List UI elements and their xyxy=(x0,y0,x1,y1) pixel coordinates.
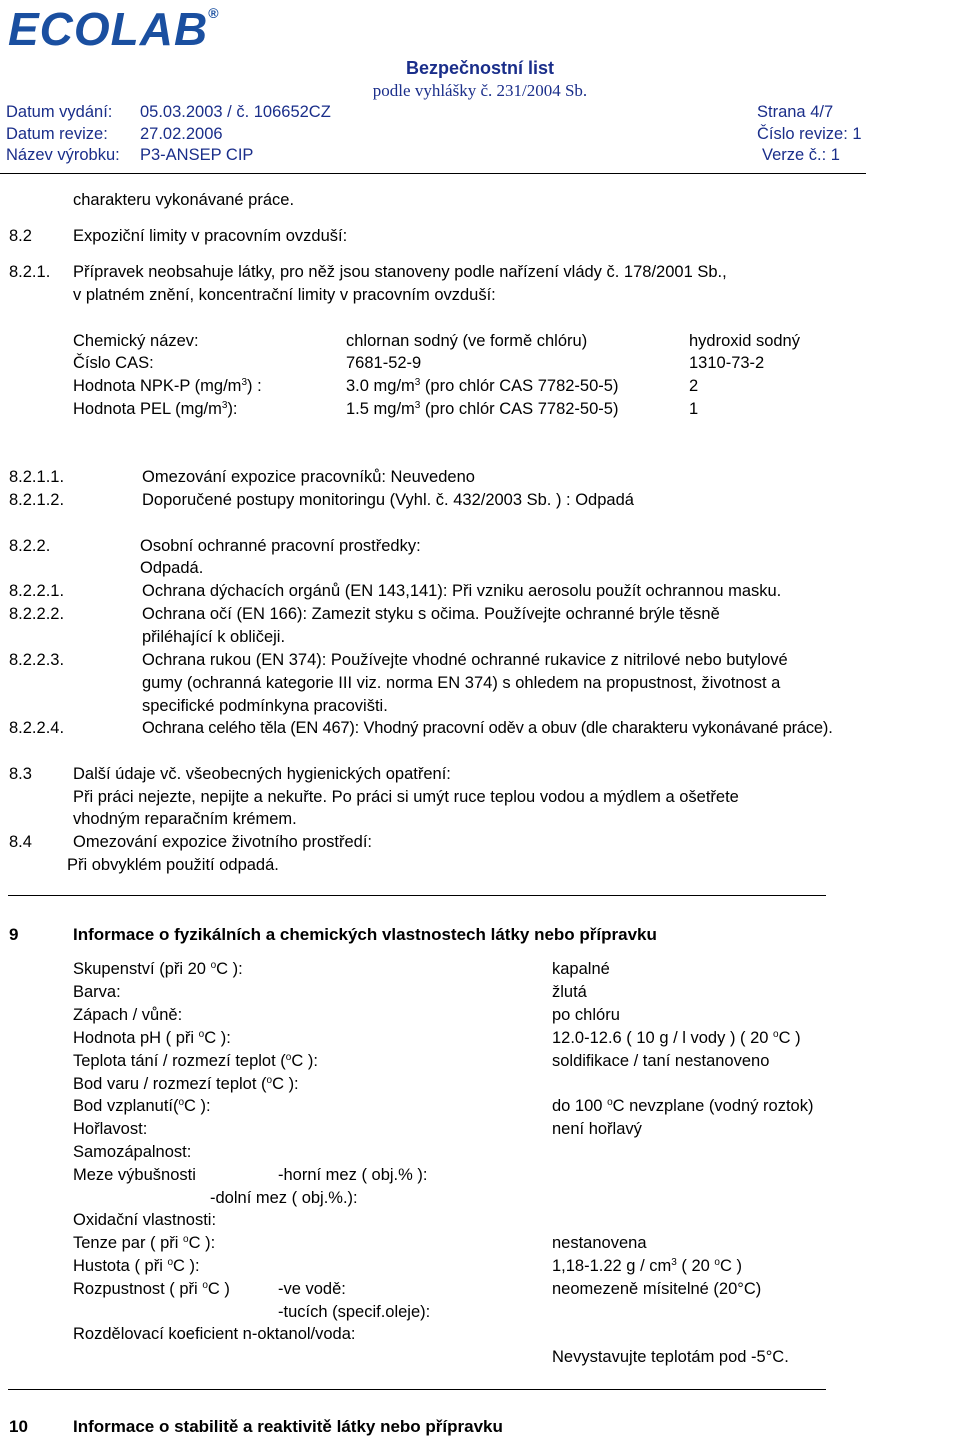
property-label: Bod vzplanutí($^o$C ): xyxy=(73,1097,211,1115)
revision-date-label: Datum revize: xyxy=(6,125,108,143)
table-cell: 3.0 $mg/m^3$ (pro chlór CAS 7782-50-5) xyxy=(346,377,619,395)
property-label: Skupenství (při 20 $^o$C ): xyxy=(73,960,243,978)
property-value: žlutá xyxy=(552,983,587,1001)
section-number: 8.2.2.2. xyxy=(9,605,65,623)
section-number: 8.2.2.4. xyxy=(9,719,65,737)
property-value: soldifikace / taní nestanoveno xyxy=(552,1052,770,1070)
version-number: Verze č.: 1 xyxy=(762,146,840,164)
table-cell: Hodnota PEL $(mg/m^3)$: xyxy=(73,400,238,418)
property-value: Nevystavujte teplotám pod -5°C. xyxy=(552,1348,789,1366)
property-label: Barva: xyxy=(73,983,121,1001)
text-line: přiléhající k obličeji. xyxy=(142,628,286,646)
property-label: Oxidační vlastnosti: xyxy=(73,1211,217,1229)
text-line: Přípravek neobsahuje látky, pro něž jsou stanoveny podle nařízení vlády č. 178/2001 Sb., xyxy=(73,263,727,281)
issue-date-label: Datum vydání: xyxy=(6,103,113,121)
section-number: 10 xyxy=(9,1417,28,1436)
section-heading: Omezování expozice životního prostředí: xyxy=(73,833,372,851)
text-line: Doporučené postupy monitoringu (Vyhl. č. 432/2003 Sb. ) : Odpadá xyxy=(142,491,634,509)
property-label: -ve vodě: xyxy=(278,1280,346,1298)
section-number: 8.2.1.1. xyxy=(9,468,65,486)
property-label: -horní mez ( obj.% ): xyxy=(278,1166,428,1184)
table-cell: 2 xyxy=(689,377,699,395)
table-cell: Chemický název: xyxy=(73,332,199,350)
property-label: Hořlavost: xyxy=(73,1120,148,1138)
property-value: 1,18-1.22 g / $cm^3$ ( 20 $^o$C ) xyxy=(552,1257,742,1275)
property-value: do 100 $^o$C nevzplane (vodný roztok) xyxy=(552,1097,814,1115)
text-line: Ochrana rukou (EN 374): Používejte vhodné ochranné rukavice z nitrilové nebo butylové xyxy=(142,651,788,669)
property-label: Zápach / vůně: xyxy=(73,1006,183,1024)
property-value: neomezeně mísitelné (20°C) xyxy=(552,1280,762,1298)
section-number: 8.3 xyxy=(9,765,32,783)
table-cell: 1.5 $mg/m^3$ (pro chlór CAS 7782-50-5) xyxy=(346,400,619,418)
text-line: Při obvyklém použití odpadá. xyxy=(67,856,279,874)
section-number: 8.2.2.3. xyxy=(9,651,65,669)
property-value: není hořlavý xyxy=(552,1120,642,1138)
property-value: 12.0-12.6 ( 10 g / l vody ) ( 20 $^o$C ) xyxy=(552,1029,801,1047)
property-label: Teplota tání / rozmezí teplot ($^o$C ): xyxy=(73,1052,318,1070)
property-label: -dolní mez ( obj.%.): xyxy=(210,1189,358,1207)
text-line: Ochrana celého těla (EN 467): Vhodný pracovní oděv a obuv (dle charakteru vykonávané práce). xyxy=(142,719,833,737)
document-subtitle: podle vyhlášky č. 231/2004 Sb. xyxy=(372,81,588,100)
text-line: gumy (ochranná kategorie III viz. norma EN 374) s ohledem na propustnost, životnost a xyxy=(142,674,781,692)
text-line: Při práci nejezte, nepijte a nekuřte. Po práci si umýt ruce teplou vodou a mýdlem a ošetřete xyxy=(73,788,739,806)
text-line: Ochrana dýchacích orgánů (EN 143,141): Při vzniku aerosolu použít ochrannou masku. xyxy=(142,582,782,600)
page-number: Strana 4/7 xyxy=(757,103,834,121)
text-line: v platném znění, koncentrační limity v pracovním ovzduší: xyxy=(73,286,496,304)
section-heading: Expoziční limity v pracovním ovzduší: xyxy=(73,227,348,245)
issue-date-value: 05.03.2003 / č. 106652CZ xyxy=(140,103,331,121)
table-cell: 1310-73-2 xyxy=(689,354,765,372)
section-title: Informace o stabilitě a reaktivitě látky nebo přípravku xyxy=(73,1417,503,1436)
document-title: Bezpečnostní list xyxy=(405,58,555,78)
section-heading: Další údaje vč. všeobecných hygienických opatření: xyxy=(73,765,451,783)
property-label: Samozápalnost: xyxy=(73,1143,192,1161)
table-cell: 1 xyxy=(689,400,699,418)
property-value: po chlóru xyxy=(552,1006,620,1024)
property-label: Hustota ( při $^o$C ): xyxy=(73,1257,200,1275)
revision-number: Číslo revize: 1 xyxy=(757,125,862,143)
section-divider xyxy=(8,895,826,896)
table-cell: chlornan sodný (ve formě chlóru) xyxy=(346,332,588,350)
text-line: Omezování expozice pracovníků: Neuvedeno xyxy=(142,468,475,486)
property-label: Rozdělovací koeficient n-oktanol/voda: xyxy=(73,1325,356,1343)
text-line: Odpadá. xyxy=(140,559,204,577)
property-label: Hodnota pH ( při $^o$C ): xyxy=(73,1029,231,1047)
section-number: 9 xyxy=(9,925,19,944)
revision-date-value: 27.02.2006 xyxy=(140,125,223,143)
text-line: specifické podmínkyna pracovišti. xyxy=(142,697,388,715)
property-label: Rozpustnost ( při $^o$C ) xyxy=(73,1280,230,1298)
section-number: 8.4 xyxy=(9,833,32,851)
property-label: -tucích (specif.oleje): xyxy=(278,1303,431,1321)
header-rule xyxy=(0,173,866,174)
section-number: 8.2.1. xyxy=(9,263,51,281)
section-divider xyxy=(8,1389,826,1390)
property-value: nestanovena xyxy=(552,1234,647,1252)
section-number: 8.2.1.2. xyxy=(9,491,65,509)
text-line: Ochrana očí (EN 166): Zamezit styku s očima. Používejte ochranné brýle těsně xyxy=(142,605,720,623)
table-cell: Hodnota NPK-P $(mg/m^3)$ : xyxy=(73,377,262,395)
section-number: 8.2.2.1. xyxy=(9,582,65,600)
section-title: Informace o fyzikálních a chemických vlastnostech látky nebo přípravku xyxy=(73,925,657,944)
table-cell: 7681-52-9 xyxy=(346,354,422,372)
product-name-label: Název výrobku: xyxy=(6,146,120,164)
section-number: 8.2.2. xyxy=(9,537,51,555)
table-cell: hydroxid sodný xyxy=(689,332,800,350)
text-line: Osobní ochranné pracovní prostředky: xyxy=(140,537,421,555)
property-label: Meze výbušnosti xyxy=(73,1166,196,1184)
text-line: charakteru vykonávané práce. xyxy=(73,191,295,209)
product-name-value: P3-ANSEP CIP xyxy=(140,146,254,164)
ecolab-logo: ECOLAB® xyxy=(8,3,220,55)
text-line: vhodným reparačním krémem. xyxy=(73,810,297,828)
property-label: Tenze par ( při $^o$C ): xyxy=(73,1234,216,1252)
section-number: 8.2 xyxy=(9,227,32,245)
property-label: Bod varu / rozmezí teplot ($^o$C ): xyxy=(73,1075,299,1093)
table-cell: Číslo CAS: xyxy=(73,354,154,372)
property-value: kapalné xyxy=(552,960,610,978)
